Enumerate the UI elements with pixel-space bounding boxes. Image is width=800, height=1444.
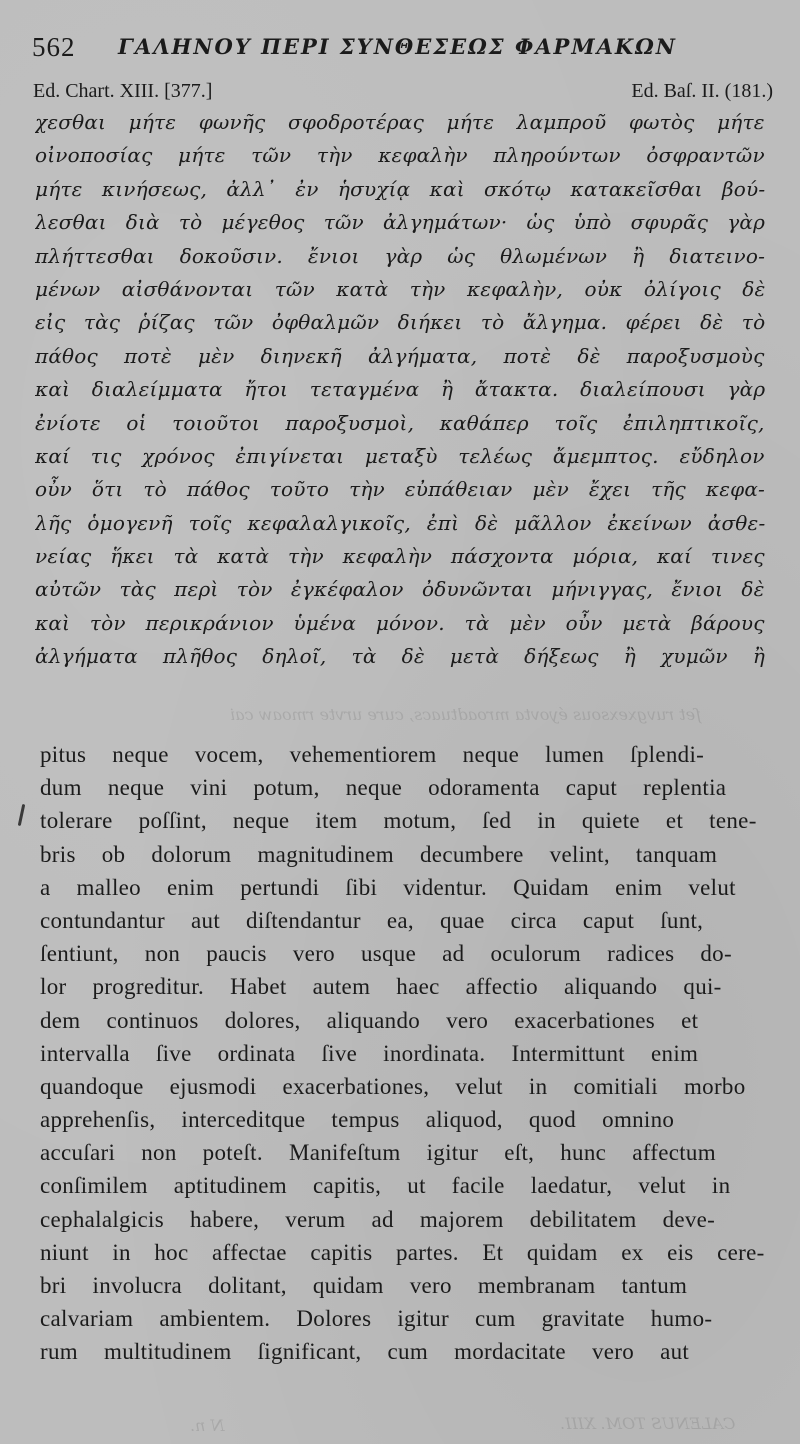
greek-text-line: εἰς τὰς ῥίζας τῶν ὀφθαλμῶν διήκει τὸ ἄλγημα. φέρει δὲ τὸ [35,310,765,335]
edition-basel: Ed. Baſ. II. (181.) [631,80,773,102]
greek-text-line: καὶ τὸν περικράνιον ὑμένα μόνον. τὰ μὲν οὖν μετὰ βάρους [35,610,765,635]
edition-references [33,80,773,108]
latin-text-line: lor progreditur. Habet autem haec affectio aliquando qui- [40,974,722,1000]
running-title: ΓΑΛΗΝΟΥ ΠΕΡΙ ΣΥΝΘΕΣΕΩΣ ΦΑΡΜΑΚΩΝ [118,34,677,59]
greek-text-line: ἀλγήματα πλῆθος δηλοῖ, τὰ δὲ μετὰ δήξεως ἢ χυμῶν ἢ [35,644,765,669]
page-number: 562 [32,32,76,62]
greek-text-line: μένων αἰσθάνονται τῶν κατὰ τὴν κεφαλὴν, οὐκ ὀλίγοις δὲ [35,276,765,301]
greek-text-line: πάθος ποτὲ μὲν διηνεκῆ ἀλγήματα, ποτὲ δὲ παροξυσμοὺς [35,343,765,368]
greek-text-line: οὖν ὅτι τὸ πάθος τοῦτο τὴν εὐπάθειαν μὲν ἔχει τῆς κεφα- [35,477,765,502]
greek-text-line: καὶ διαλείμματα ἤτοι τεταγμένα ἢ ἄτακτα. διαλείπουσι γὰρ [35,377,765,402]
greek-text-block [35,106,765,674]
greek-text-line: νείας ἥκει τὰ κατὰ τὴν κεφαλὴν πάσχοντα μόρια, καί τινες [35,544,765,569]
greek-text-line: λῆς ὁμογενῆ τοῖς κεφαλαλγικοῖς, ἐπὶ δὲ μᾶλλον ἐκείνων ἀσθε- [35,510,765,535]
bleed-through-text: ſet ruvgxexsous éyovta mroadtuacs, cure urvte rmoaw cai [230,705,702,724]
edition-chartier: Ed. Chart. XIII. [377.] [33,80,213,102]
latin-text-line: cephalalgicis habere, verum ad majorem debilitatem deve- [40,1206,716,1232]
latin-text-line: dem continuos dolores, aliquando vero exacerbationes et [40,1007,699,1033]
latin-text-line: a malleo enim pertundi ſibi videntur. Quidam enim velut [40,874,736,900]
greek-text-line: μήτε κινήσεως, ἀλλ᾽ ἐν ἡσυχίᾳ καὶ σκότῳ κατακεῖσθαι βού- [35,176,765,201]
latin-text-line: bris ob dolorum magnitudinem decumbere velint, tanquam [40,841,718,867]
bleed-through-text: N n. [190,1416,225,1435]
latin-text-line: rum multitudinem ſignificant, cum mordacitate vero aut [40,1339,690,1365]
bleed-through-text: CALENUS TOM. XIII. [560,1414,736,1433]
greek-text-line: αὐτῶν τὰς περὶ τὸν ἐγκέφαλον ὀδυνῶνται μήνιγγας, ἔνιοι δὲ [35,577,765,602]
latin-text-line: bri involucra dolitant, quidam vero membranam tantum [40,1273,688,1298]
latin-text-line: calvariam ambientem. Dolores igitur cum gravitate humo- [40,1306,713,1332]
latin-text-line: niunt in hoc affectae capitis partes. Et quidam ex eis cere- [40,1239,765,1265]
greek-text-line: οἰνοποσίας μήτε τῶν τὴν κεφαλὴν πληρούντων ὀσφραντῶν [35,143,765,168]
page-header [30,28,780,72]
latin-text-line: intervalla ſive ordinata ſive inordinata. Intermittunt enim [40,1040,699,1066]
latin-text-line: apprehenſis, interceditque tempus aliquod, quod omnino [40,1107,675,1133]
latin-text-line: contundantur aut diſtendantur ea, quae circa caput ſunt, [40,907,704,933]
margin-mark [18,804,26,826]
greek-text-line: καί τις χρόνος ἐπιγίνεται μεταξὺ τελέως ἄμεμπτος. εὔδηλον [35,443,765,468]
latin-text-line: tolerare poſſint, neque item motum, ſed in quiete et tene- [40,808,757,834]
latin-text-line: quandoque ejusmodi exacerbationes, velut in comitiali morbo [40,1073,746,1099]
greek-text-line: πλήττεσθαι δοκοῦσιν. ἔνιοι γὰρ ὡς θλωμένων ἢ διατεινο- [35,243,765,268]
greek-text-line: λεσθαι διὰ τὸ μέγεθος τῶν ἀλγημάτων· ὡς ὑπὸ σφυρᾶς γὰρ [35,210,765,235]
latin-text-block [40,738,765,1369]
latin-text-line: ſentiunt, non paucis vero usque ad oculorum radices do- [40,941,732,967]
greek-text-line: χεσθαι μήτε φωνῆς σφοδροτέρας μήτε λαμπροῦ φωτὸς μήτε [35,110,765,134]
latin-text-line: dum neque vini potum, neque odoramenta caput replentia [40,775,727,801]
greek-text-line: ἐνίοτε οἱ τοιοῦτοι παροξυσμοὶ, καθάπερ τοῖς ἐπιληπτικοῖς, [35,410,765,435]
latin-text-line: pitus neque vocem, vehementiorem neque lumen ſplendi- [40,742,705,767]
latin-text-line: conſimilem aptitudinem capitis, ut facile laedatur, velut in [40,1173,731,1199]
latin-text-line: accuſari non poteſt. Manifeſtum igitur eſt, hunc affectum [40,1140,716,1166]
